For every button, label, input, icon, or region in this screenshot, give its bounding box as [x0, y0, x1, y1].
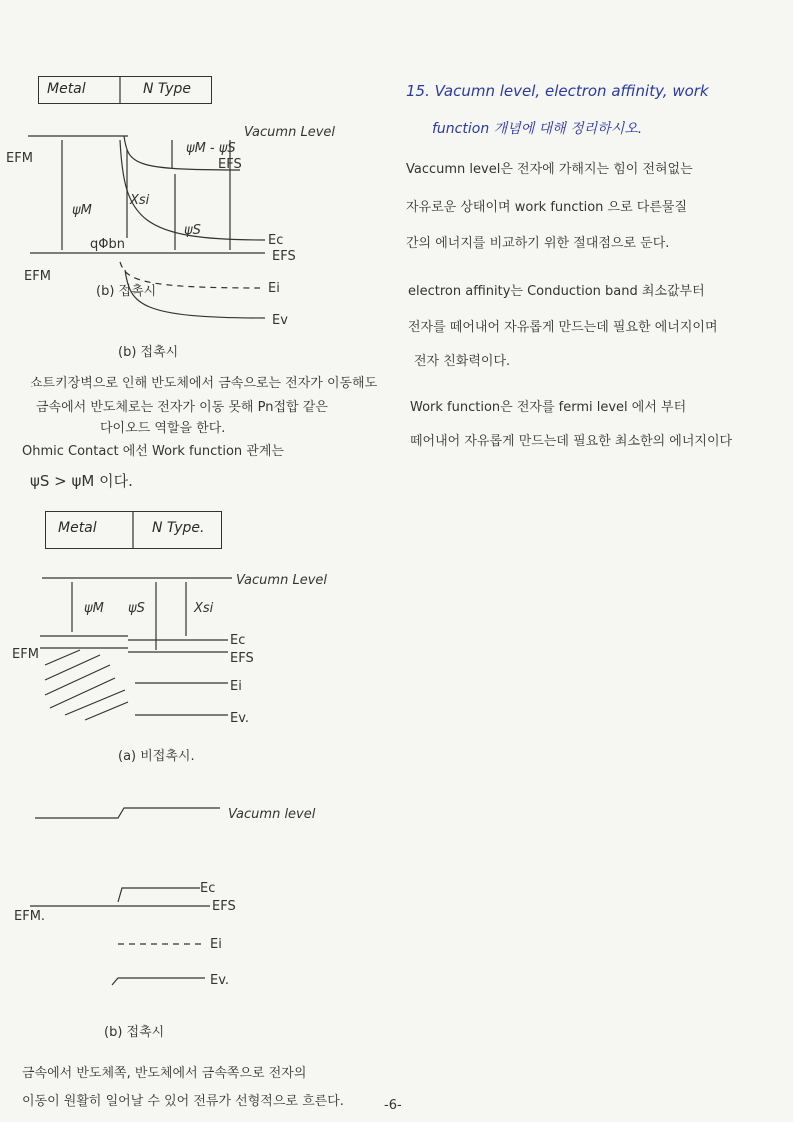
question-title-line-1: 15. Vacumn level, electron affinity, work [406, 82, 709, 100]
ei-label-1: Ei [268, 281, 280, 296]
ev-label-3: Ev. [210, 973, 230, 988]
affinity-text-line-2: 전자를 떼어내어 자유롭게 만드는데 필요한 에너지이며 [408, 320, 718, 335]
psi-m-label-2: ψM [84, 601, 104, 616]
ntype-label-2: N Type. [152, 520, 205, 536]
psi-s-label-1: ψS [184, 223, 201, 238]
left-text-line-4: Ohmic Contact 에선 Work function 관계는 [22, 444, 284, 459]
bottom-text-line-1: 금속에서 반도체쪽, 반도체에서 금속쪽으로 전자의 [22, 1066, 307, 1081]
left-text-line-2: 금속에서 반도체로는 전자가 이동 못해 Pn접합 같은 [36, 400, 328, 415]
page-number: -6- [384, 1098, 402, 1113]
left-text-line-5: ψS > ψM 이다. [30, 472, 133, 490]
efs-small-label: EFS [218, 157, 242, 172]
work-text-line-1: Work function은 전자를 fermi level 에서 부터 [410, 400, 687, 415]
affinity-text-line-1: electron affinity는 Conduction band 최소값부터 [408, 284, 705, 299]
metal-label: Metal [47, 81, 86, 97]
vacuum-text-line-2: 자유로운 상태이며 work function 으로 다른물질 [406, 200, 688, 215]
ec-label-3: Ec [200, 881, 216, 896]
vacuum-level-label-1: Vacumn Level [244, 125, 335, 140]
left-text-line-1: 쇼트키장벽으로 인해 반도체에서 금속으로는 전자가 이동해도 [30, 376, 378, 391]
vacuum-text-line-1: Vaccumn level은 전자에 가해지는 힘이 전혀없는 [406, 162, 693, 177]
q-phi-bn-label: qΦbn [90, 237, 125, 252]
efm-left-label: EFM [6, 151, 33, 166]
ev-label-1: Ev [272, 313, 288, 328]
ntype-label: N Type [143, 81, 192, 97]
ei-label-2: Ei [230, 679, 242, 694]
efs-label-2: EFS [230, 651, 254, 666]
vacuum-text-line-3: 간의 에너지를 비교하기 위한 절대점으로 둔다. [406, 236, 670, 251]
efs-label-3: EFS [212, 899, 236, 914]
efm-label-2: EFM [12, 647, 39, 662]
ec-label-2: Ec [230, 633, 246, 648]
caption-b1: (b) 접촉시 [118, 345, 179, 360]
metal-ntype-box-2 [45, 511, 222, 549]
question-title-line-2: function 개념에 대해 정리하시오. [432, 121, 643, 137]
ei-label-3: Ei [210, 937, 222, 952]
chi-si-label-2: Xsi [194, 601, 214, 616]
caption-a2: (a) 비접촉시. [118, 749, 195, 764]
psi-m-label-1: ψM [72, 203, 92, 218]
ec-label-1: Ec [268, 233, 284, 248]
psi-s-label-2: ψS [128, 601, 145, 616]
caption-b2: (b) 접촉시 [104, 1025, 165, 1040]
vacuum-level-label-3: Vacumn level [228, 807, 316, 822]
affinity-text-line-3: 전자 친화력이다. [414, 354, 511, 369]
left-text-line-3: 다이오드 역할을 한다. [100, 421, 226, 436]
efs-label-1: EFS [272, 249, 296, 264]
chi-si-label-1: Xsi [130, 193, 150, 208]
faint-text: (b) 접촉시 [96, 284, 157, 299]
bottom-text-line-2: 이동이 원활히 일어날 수 있어 전류가 선형적으로 흐른다. [22, 1094, 344, 1109]
vacuum-level-label-2: Vacumn Level [236, 573, 327, 588]
psi-m-minus-psi-s-label: ψM - ψS [186, 141, 236, 156]
ev-label-2: Ev. [230, 711, 250, 726]
efm-label-1: EFM [24, 269, 51, 284]
metal-label-2: Metal [58, 520, 97, 536]
work-text-line-2: 떼어내어 자유롭게 만드는데 필요한 최소한의 에너지이다 [410, 434, 733, 449]
efm-label-3: EFM. [14, 909, 46, 924]
